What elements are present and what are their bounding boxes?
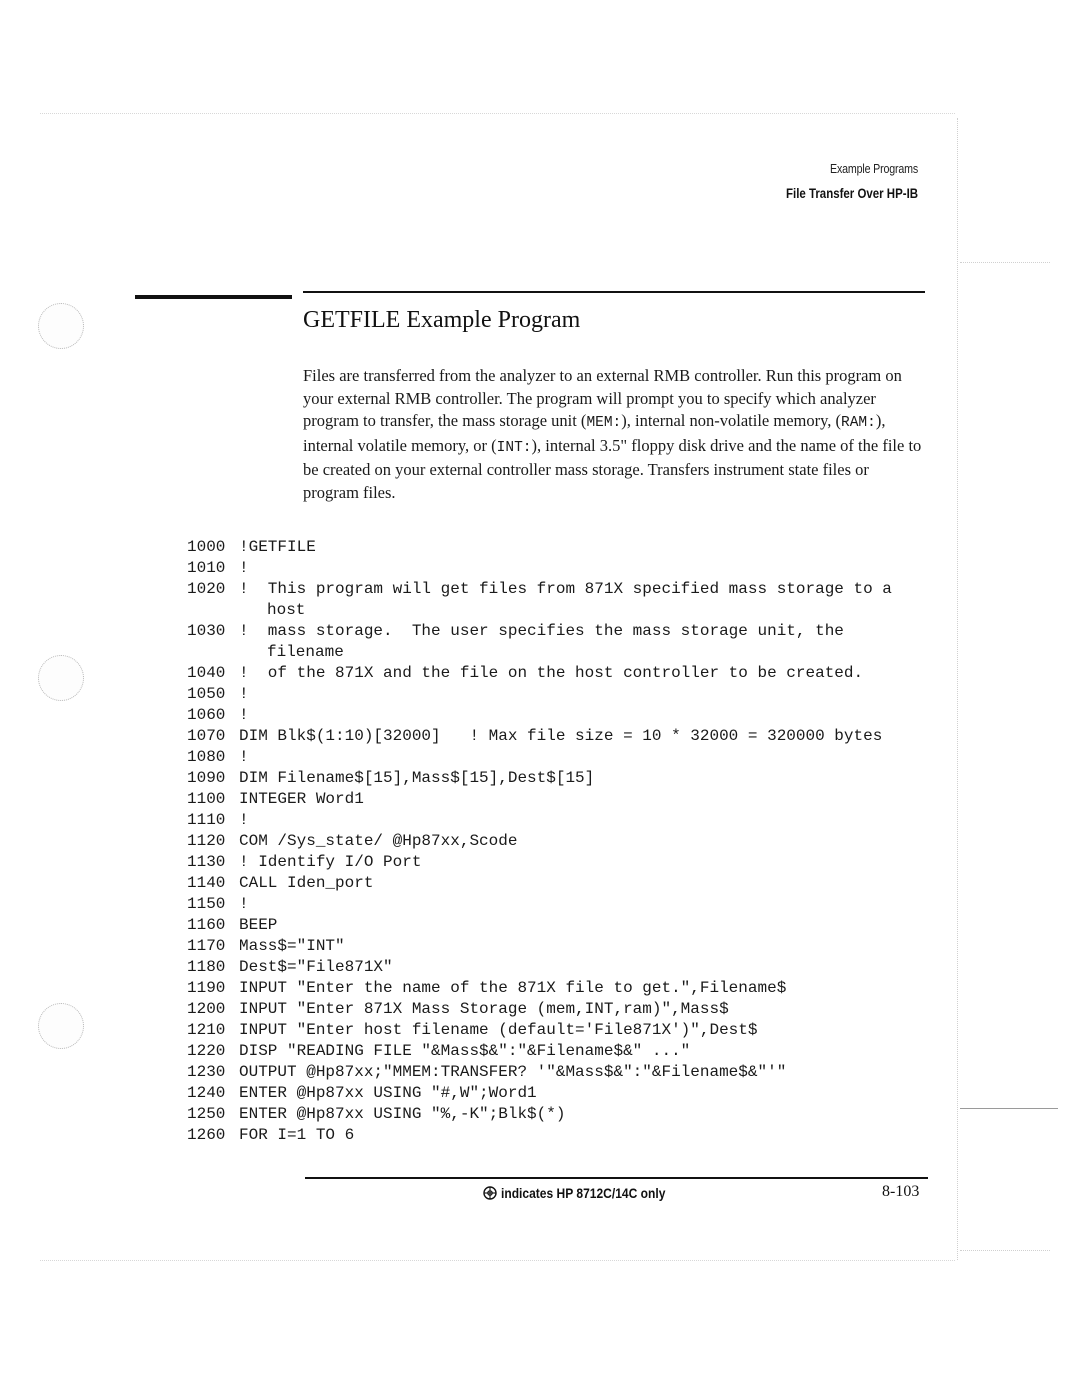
- line-code-continuation: host: [267, 601, 306, 619]
- intro-text: Files are transferred from the analyzer to an external RMB controller. Run this program on your external RMB controller. The program will prompt you to specify which analyzer program to transfer, the mass storage unit (: [303, 366, 902, 430]
- footer-note-text: indicates HP 8712C/14C only: [501, 1185, 666, 1201]
- line-number: 1120: [187, 832, 226, 850]
- line-number: 1250: [187, 1105, 226, 1123]
- listing-line: [187, 978, 937, 999]
- binder-hole-middle: [38, 655, 84, 701]
- ram-code: RAM:: [841, 415, 876, 431]
- listing-line: [187, 1062, 937, 1083]
- line-number: 1230: [187, 1063, 226, 1081]
- line-number: 1240: [187, 1084, 226, 1102]
- binder-hole-bottom: [38, 1003, 84, 1049]
- line-code: BEEP: [239, 916, 278, 934]
- listing-continuation: [187, 642, 937, 663]
- line-number: 1100: [187, 790, 226, 808]
- line-code: !: [239, 559, 249, 577]
- line-code: COM /Sys_state/ @Hp87xx,Scode: [239, 832, 518, 850]
- line-code: !: [239, 895, 249, 913]
- line-number: 1020: [187, 580, 226, 598]
- scan-edge-dots: [960, 262, 1050, 263]
- line-number: 1130: [187, 853, 226, 871]
- scan-edge-tick: [960, 1108, 1058, 1109]
- line-number: 1030: [187, 622, 226, 640]
- listing-line: [187, 684, 937, 705]
- line-number: 1220: [187, 1042, 226, 1060]
- listing-line: [187, 663, 937, 684]
- line-code: INPUT "Enter 871X Mass Storage (mem,INT,ram)",Mass$: [239, 1000, 729, 1018]
- line-code: FOR I=1 TO 6: [239, 1126, 355, 1144]
- scan-edge-right: [957, 118, 958, 1260]
- intro-paragraph: [303, 365, 928, 504]
- line-code: DIM Blk$(1:10)[32000] ! Max file size = 10 * 32000 = 320000 bytes: [239, 727, 883, 745]
- line-number: 1170: [187, 937, 226, 955]
- line-number: 1140: [187, 874, 226, 892]
- title-rule-thick: [135, 295, 292, 299]
- line-code: ! mass storage. The user specifies the mass storage unit, the: [239, 622, 844, 640]
- line-code: Dest$="File871X": [239, 958, 393, 976]
- intro-text: ), internal 3.5" floppy disk drive and the name of the file to be created on your external controller mass storage. Transfers instrument state files or program files.: [303, 435, 922, 502]
- listing-line: [187, 1020, 937, 1041]
- line-number: 1070: [187, 727, 226, 745]
- line-code: ENTER @Hp87xx USING "#,W";Word1: [239, 1084, 537, 1102]
- listing-line: [187, 894, 937, 915]
- binder-hole-top: [38, 303, 84, 349]
- line-code: ! Identify I/O Port: [239, 853, 422, 871]
- program-listing: [187, 537, 937, 1146]
- listing-line: [187, 747, 937, 768]
- line-number: 1000: [187, 538, 226, 556]
- listing-continuation: [187, 600, 937, 621]
- line-code: !: [239, 706, 249, 724]
- title-rule-thin: [303, 291, 925, 293]
- line-code: ENTER @Hp87xx USING "%,-K";Blk$(*): [239, 1105, 566, 1123]
- listing-line: [187, 831, 937, 852]
- listing-line: [187, 705, 937, 726]
- line-code: ! of the 871X and the file on the host controller to be created.: [239, 664, 864, 682]
- page-title: GETFILE Example Program: [303, 307, 581, 333]
- running-header: [757, 157, 918, 205]
- page-number: 8-103: [882, 1183, 920, 1200]
- listing-line: [187, 873, 937, 894]
- listing-line: [187, 579, 937, 600]
- line-code: !GETFILE: [239, 538, 316, 556]
- scan-edge-top: [40, 113, 955, 114]
- listing-line: [187, 957, 937, 978]
- intro-text: ), internal non-volatile memory, (: [621, 411, 842, 430]
- listing-line: [187, 1125, 937, 1146]
- header-subsection: File Transfer Over HP-IB: [785, 185, 918, 201]
- line-code: CALL Iden_port: [239, 874, 374, 892]
- line-number: 1200: [187, 1000, 226, 1018]
- line-code: OUTPUT @Hp87xx;"MMEM:TRANSFER? '"&Mass$&":"&Filename$&"'": [239, 1063, 787, 1081]
- listing-line: [187, 537, 937, 558]
- listing-line: [187, 789, 937, 810]
- line-number: 1080: [187, 748, 226, 766]
- line-number: 1060: [187, 706, 226, 724]
- line-code: ! This program will get files from 871X specified mass storage to a: [239, 580, 892, 598]
- int-code: INT:: [496, 439, 532, 456]
- listing-line: [187, 726, 937, 747]
- scan-edge-bottom: [40, 1260, 955, 1261]
- line-code-continuation: filename: [267, 643, 344, 661]
- listing-line: [187, 936, 937, 957]
- header-section: Example Programs: [829, 161, 918, 176]
- line-code: INTEGER Word1: [239, 790, 364, 808]
- listing-line: [187, 1041, 937, 1062]
- listing-line: [187, 1083, 937, 1104]
- line-number: 1160: [187, 916, 226, 934]
- line-number: 1150: [187, 895, 226, 913]
- line-number: 1010: [187, 559, 226, 577]
- scan-edge-dots: [960, 1250, 1050, 1251]
- line-number: 1190: [187, 979, 226, 997]
- line-code: !: [239, 811, 249, 829]
- line-number: 1260: [187, 1126, 226, 1144]
- listing-line: [187, 621, 937, 642]
- line-number: 1110: [187, 811, 226, 829]
- mem-code: MEM:: [586, 415, 622, 431]
- line-code: DISP "READING FILE "&Mass$&":"&Filename$&" ...": [239, 1042, 691, 1060]
- listing-line: [187, 852, 937, 873]
- listing-line: [187, 558, 937, 579]
- instrument-symbol-icon: [483, 1186, 497, 1200]
- intro-text: ), internal volatile memory, or (: [303, 411, 886, 455]
- line-code: INPUT "Enter the name of the 871X file to get.",Filename$: [239, 979, 787, 997]
- line-code: !: [239, 685, 249, 703]
- listing-line: [187, 1104, 937, 1125]
- listing-line: [187, 915, 937, 936]
- line-code: INPUT "Enter host filename (default='File871X')",Dest$: [239, 1021, 758, 1039]
- listing-line: [187, 999, 937, 1020]
- listing-line: [187, 810, 937, 831]
- line-number: 1050: [187, 685, 226, 703]
- footer-note: [483, 1185, 692, 1201]
- line-code: Mass$="INT": [239, 937, 345, 955]
- listing-line: [187, 768, 937, 789]
- line-code: !: [239, 748, 249, 766]
- line-number: 1180: [187, 958, 226, 976]
- footer-rule: [305, 1177, 928, 1179]
- line-number: 1040: [187, 664, 226, 682]
- line-number: 1210: [187, 1021, 226, 1039]
- line-number: 1090: [187, 769, 226, 787]
- line-code: DIM Filename$[15],Mass$[15],Dest$[15]: [239, 769, 595, 787]
